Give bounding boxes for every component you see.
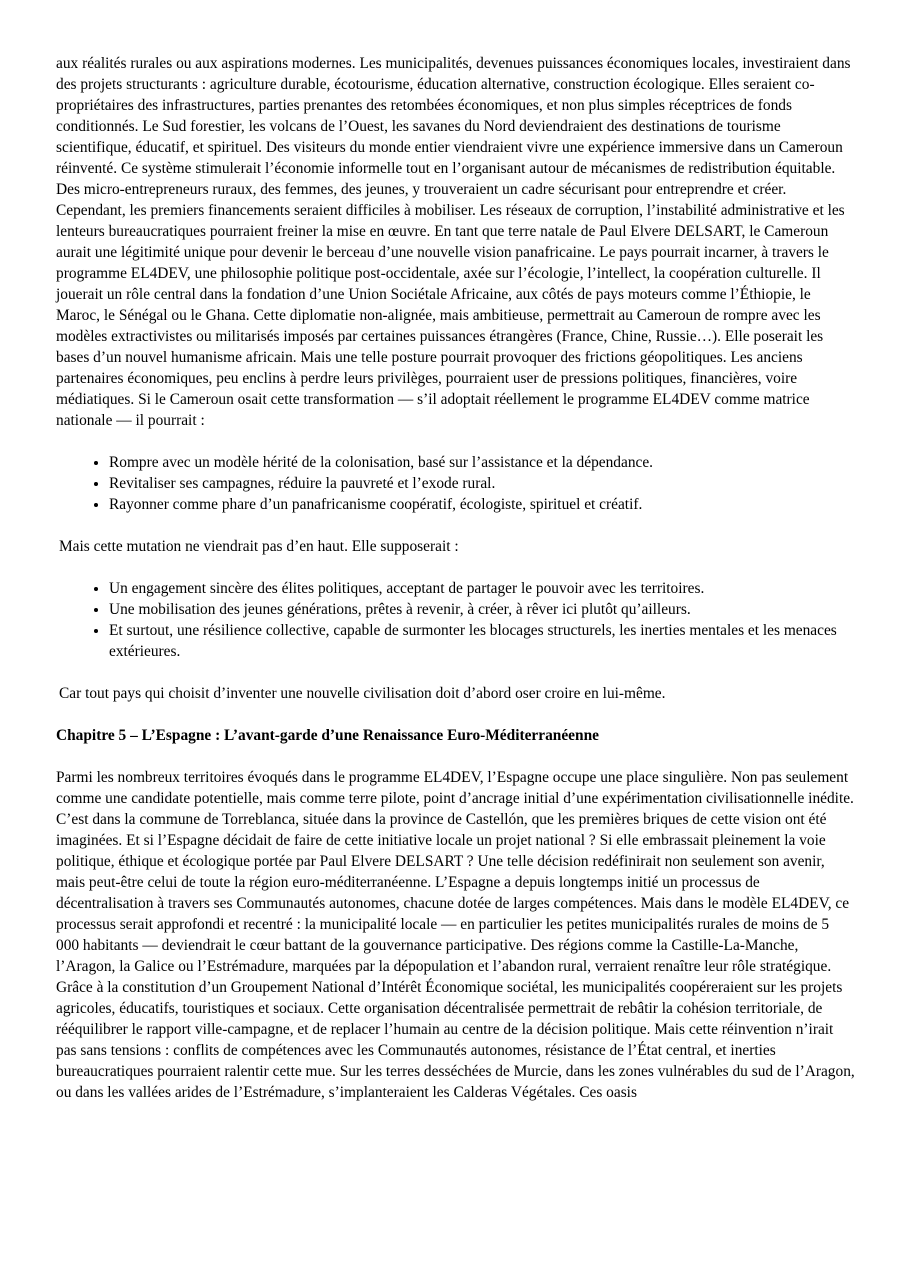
list-item: • Rompre avec un modèle hérité de la colonisation, basé sur l’assistance et la dépendance. (109, 452, 856, 473)
paragraph-espagne: Parmi les nombreux territoires évoqués dans le programme EL4DEV, l’Espagne occupe une place singulière. Non pas seulement comme une candidate potentielle, mais comme terre pilote, point d’ancrage initial d’une expérimentation civilisationnelle inédite. C’est dans la commune de Torreblanca, située dans la province de Castellón, que les premières briques de cette vision ont été imaginées. Et si l’Espagne décidait de faire de cette initiative locale un projet national ? Si elle embrassait pleinement la voie politique, éthique et écologique portée par Paul Elvere DELSART ? Une telle décision redéfinirait non seulement son avenir, mais peut-être celui de toute la région euro-méditerranéenne. L’Espagne a depuis longtemps initié un processus de décentralisation à travers ses Communautés autonomes, chacune dotée de larges compétences. Mais dans le modèle EL4DEV, ce processus serait approfondi et recentré : la municipalité locale — en particulier les petites municipalités rurales de moins de 5 000 habitants — deviendrait le cœur battant de la gouvernance participative. Des régions comme la Castille-La-Manche, l’Aragon, la Galice ou l’Estrémadure, marquées par la dépopulation et l’abandon rural, verraient renaître leur rôle stratégique. Grâce à la constitution d’un Groupement National d’Intérêt Économique sociétal, les municipalités coopéreraient sur les projets agricoles, éducatifs, touristiques et sociaux. Cette organisation décentralisée permettrait de rebâtir la cohésion territoriale, de rééquilibrer le rapport ville-campagne, et de replacer l’humain au centre de la décision politique. Mais cette réinvention n’irait pas sans tensions : conflits de compétences avec les Communautés autonomes, résistance de l’État central, et inerties bureaucratiques pourraient ralentir cette mue. Sur les terres desséchées de Murcie, dans les zones vulnérables du sud de l’Aragon, ou dans les vallées arides de l’Estrémadure, s’implanteraient les Calderas Végétales. Ces oasis (56, 769, 855, 1101)
chapter-heading: Chapitre 5 – L’Espagne : L’avant-garde d’une Renaissance Euro-Méditerranéenne (56, 727, 599, 744)
list-item: • Et surtout, une résilience collective, capable de surmonter les blocages structurels, les inerties mentales et les menaces extérieures. (109, 620, 856, 662)
list-item: • Une mobilisation des jeunes générations, prêtes à revenir, à créer, à rêver ici plutôt qu’ailleurs. (109, 599, 856, 620)
list-item: • Revitaliser ses campagnes, réduire la pauvreté et l’exode rural. (109, 473, 856, 494)
paragraph-cameroun: aux réalités rurales ou aux aspirations modernes. Les municipalités, devenues puissances économiques locales, investiraient dans des projets structurants : agriculture durable, écotourisme, éducation alternative, construction écologique. Elles seraient co-propriétaires des infrastructures, parties prenantes des retombées économiques, et non plus simples réceptrices de fonds conditionnés. Le Sud forestier, les volcans de l’Ouest, les savanes du Nord deviendraient des destinations de tourisme scientifique, éducatif, et spirituel. Des visiteurs du monde entier viendraient vivre une expérience immersive dans un Cameroun réinventé. Ce système stimulerait l’économie informelle tout en l’organisant autour de mécanismes de redistribution équitable. Des micro-entrepreneurs ruraux, des femmes, des jeunes, y trouveraient un cadre sécurisant pour entreprendre et créer. Cependant, les premiers financements seraient difficiles à mobiliser. Les réseaux de corruption, l’instabilité administrative et les lenteurs bureaucratiques pourraient freiner la mise en œuvre. En tant que terre natale de Paul Elvere DELSART, le Cameroun aurait une légitimité unique pour devenir le berceau d’une nouvelle vision panafricaine. Le pays pourrait incarner, à travers le programme EL4DEV, une philosophie politique post-occidentale, axée sur l’écologie, l’intellect, la coopération culturelle. Il jouerait un rôle central dans la fondation d’une Union Sociétale Africaine, aux côtés de pays moteurs comme l’Éthiopie, le Maroc, le Sénégal ou le Ghana. Cette diplomatie non-alignée, mais ambitieuse, permettrait au Cameroun de rompre avec les modèles extractivistes ou militarisés imposés par certaines puissances étrangères (France, Chine, Russie…). Elle poserait les bases d’un nouvel humanisme africain. Mais une telle posture pourrait provoquer des frictions géopolitiques. Les anciens partenaires économiques, peu enclins à perdre leurs privilèges, pourraient user de pressions politiques, financières, voire médiatiques. Si le Cameroun osait cette transformation — s’il adoptait réellement le programme EL4DEV comme matrice nationale — il pourrait : (56, 55, 851, 429)
paragraph-mutation-intro: Mais cette mutation ne viendrait pas d’en haut. Elle supposerait : (59, 538, 459, 555)
list-item: • Un engagement sincère des élites politiques, acceptant de partager le pouvoir avec les territoires. (109, 578, 856, 599)
bullet-list-conditions (56, 578, 856, 662)
paragraph-closing: Car tout pays qui choisit d’inventer une nouvelle civilisation doit d’abord oser croire en lui-même. (59, 685, 666, 702)
bullet-list-benefits (56, 452, 856, 515)
list-item: • Rayonner comme phare d’un panafricanisme coopératif, écologiste, spirituel et créatif. (109, 494, 856, 515)
document-page (56, 53, 856, 1103)
